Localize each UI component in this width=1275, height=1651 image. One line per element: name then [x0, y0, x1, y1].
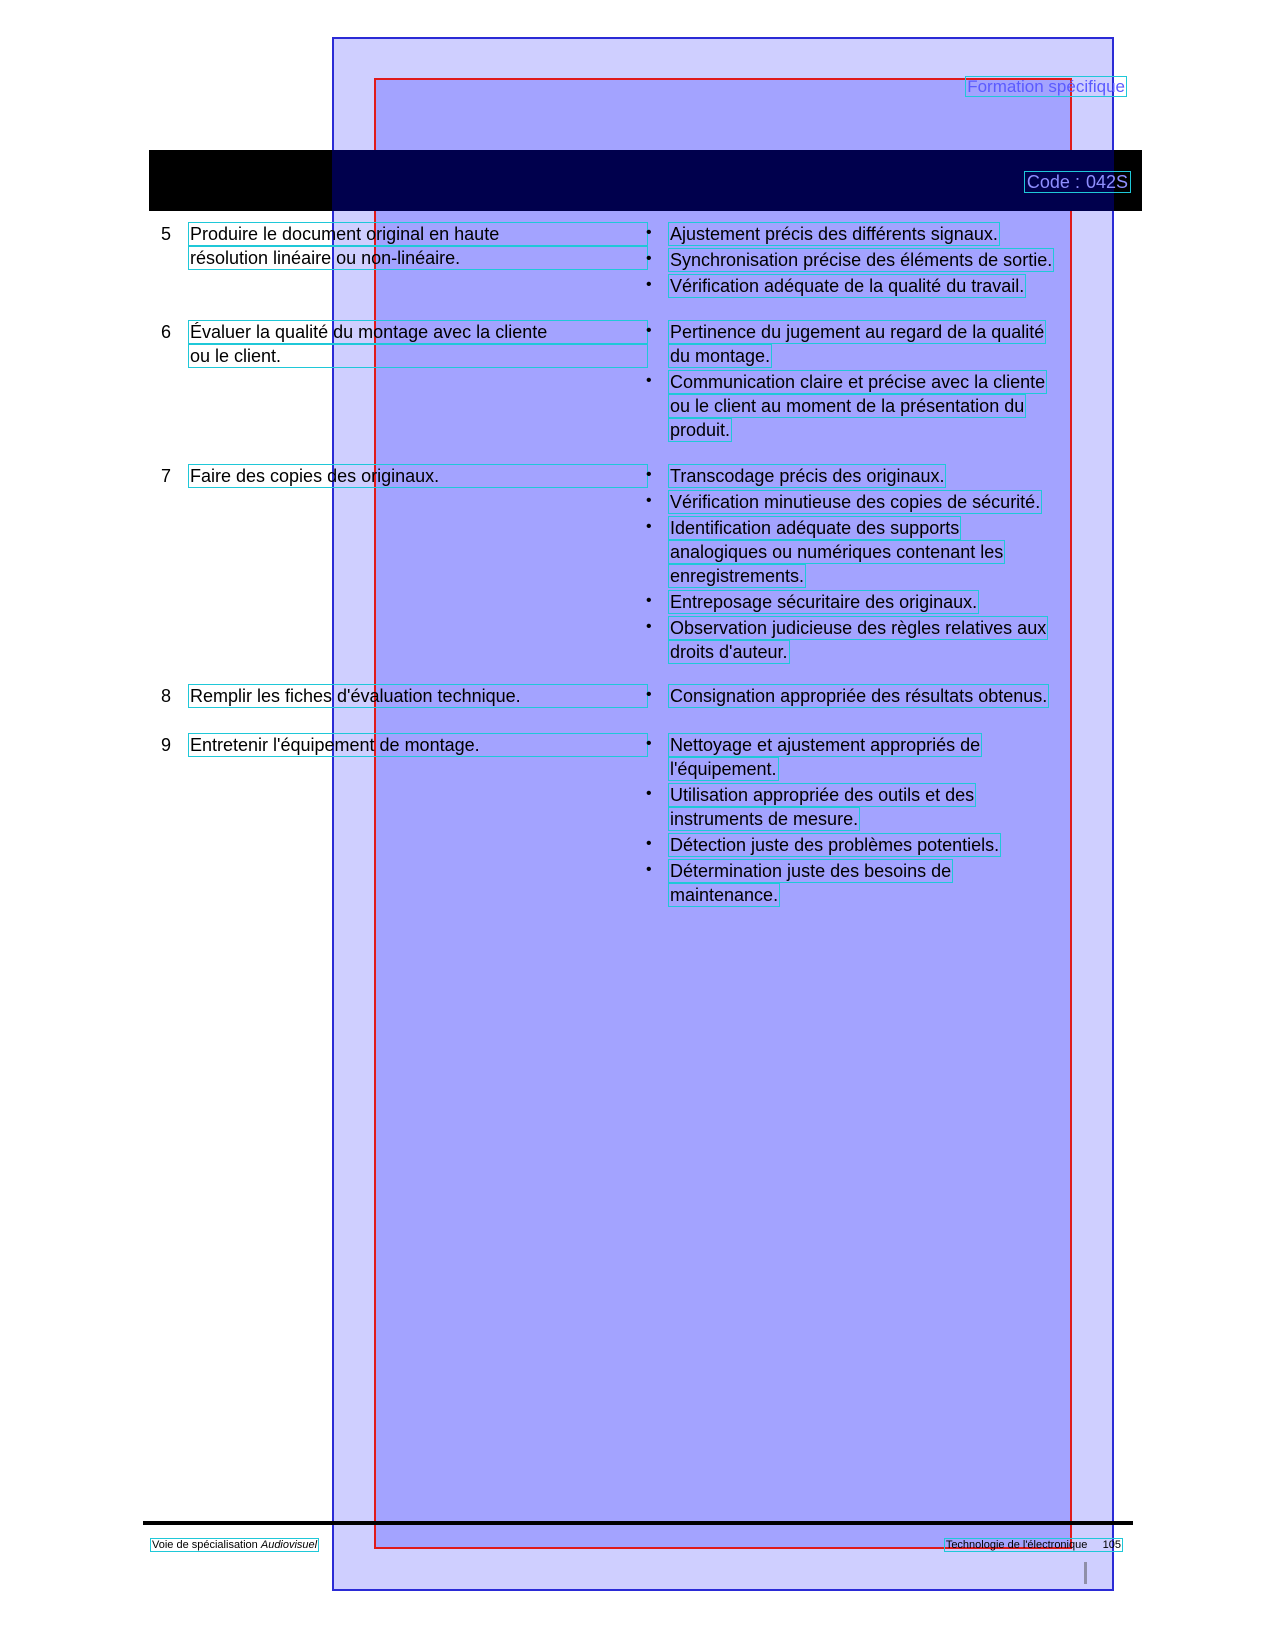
criterion-bullet: •	[646, 592, 652, 609]
criterion-bullet: •	[646, 250, 652, 267]
criterion-text-line: instruments de mesure.	[670, 809, 859, 829]
competency-number: 9	[161, 735, 172, 755]
code-label: Code :	[1026, 172, 1080, 192]
criterion-text-line: Identification adéquate des supports	[670, 518, 960, 538]
criterion-bullet: •	[646, 518, 652, 535]
criterion-text-line: Consignation appropriée des résultats obtenus.	[670, 686, 1048, 706]
page-edge-marker	[1084, 1562, 1087, 1584]
criterion-bullet: •	[646, 785, 652, 802]
criterion-bullet: •	[646, 735, 652, 752]
criterion-text-line: Utilisation appropriée des outils et des	[670, 785, 975, 805]
competency-number: 6	[161, 322, 172, 342]
competency-text-line: Faire des copies des originaux.	[188, 464, 648, 488]
criterion-text-line: ou le client au moment de la présentation du	[670, 396, 1025, 416]
competency-text-line: Produire le document original en haute	[188, 222, 648, 246]
footer-left-text: Voie de spécialisation Audiovisuel	[152, 1539, 318, 1551]
criterion-bullet: •	[646, 686, 652, 703]
competency-text-line: Remplir les fiches d'évaluation technique.	[188, 684, 648, 708]
code-value: 042S	[1085, 172, 1128, 192]
criterion-text-line: maintenance.	[670, 885, 779, 905]
footer-rule	[143, 1521, 1133, 1525]
header-bar-highlight	[332, 150, 1114, 211]
criterion-text-line: du montage.	[670, 346, 771, 366]
criterion-bullet: •	[646, 372, 652, 389]
criterion-text-line: Détermination juste des besoins de	[670, 861, 952, 881]
criterion-text-line: Vérification minutieuse des copies de sécurité.	[670, 492, 1041, 512]
criterion-text-line: Pertinence du jugement au regard de la qualité	[670, 322, 1045, 342]
criterion-text-line: Ajustement précis des différents signaux.	[670, 224, 998, 244]
criterion-text-line: l'équipement.	[670, 759, 777, 779]
page-number: 105	[1102, 1539, 1121, 1551]
criterion-text-line: Vérification adéquate de la qualité du travail.	[670, 276, 1025, 296]
criterion-text-line: Transcodage précis des originaux.	[670, 466, 945, 486]
criterion-bullet: •	[646, 835, 652, 852]
criterion-bullet: •	[646, 492, 652, 509]
competency-number: 5	[161, 224, 172, 244]
footer-right-text	[944, 1538, 1123, 1552]
criterion-bullet: •	[646, 224, 652, 241]
competency-number: 8	[161, 686, 172, 706]
footer-program: Technologie de l'électronique	[945, 1539, 1088, 1551]
criterion-bullet: •	[646, 466, 652, 483]
competency-text-line: résolution linéaire ou non-linéaire.	[188, 246, 648, 270]
criterion-bullet: •	[646, 276, 652, 293]
criterion-text-line: Entreposage sécuritaire des originaux.	[670, 592, 978, 612]
criterion-text-line: Synchronisation précise des éléments de sortie.	[670, 250, 1053, 270]
criterion-text-line: Nettoyage et ajustement appropriés de	[670, 735, 981, 755]
footer-left-italic: Audiovisuel	[260, 1539, 318, 1551]
criterion-text-line: produit.	[670, 420, 731, 440]
criterion-text-line: analogiques ou numériques contenant les	[670, 542, 1004, 562]
code-label-box	[1024, 171, 1131, 193]
criterion-text-line: droits d'auteur.	[670, 642, 788, 662]
competency-text-line: Évaluer la qualité du montage avec la cliente	[188, 320, 648, 344]
criterion-bullet: •	[646, 322, 652, 339]
criterion-bullet: •	[646, 861, 652, 878]
competency-text-line: Entretenir l'équipement de montage.	[188, 733, 648, 757]
criterion-text-line: Communication claire et précise avec la cliente	[670, 372, 1046, 392]
competency-text-line: ou le client.	[188, 344, 648, 368]
competency-number: 7	[161, 466, 172, 486]
section-title: Formation spécifique	[967, 77, 1125, 96]
criterion-text-line: Détection juste des problèmes potentiels.	[670, 835, 1000, 855]
criterion-text-line: enregistrements.	[670, 566, 805, 586]
criterion-bullet: •	[646, 618, 652, 635]
criterion-text-line: Observation judicieuse des règles relatives aux	[670, 618, 1047, 638]
